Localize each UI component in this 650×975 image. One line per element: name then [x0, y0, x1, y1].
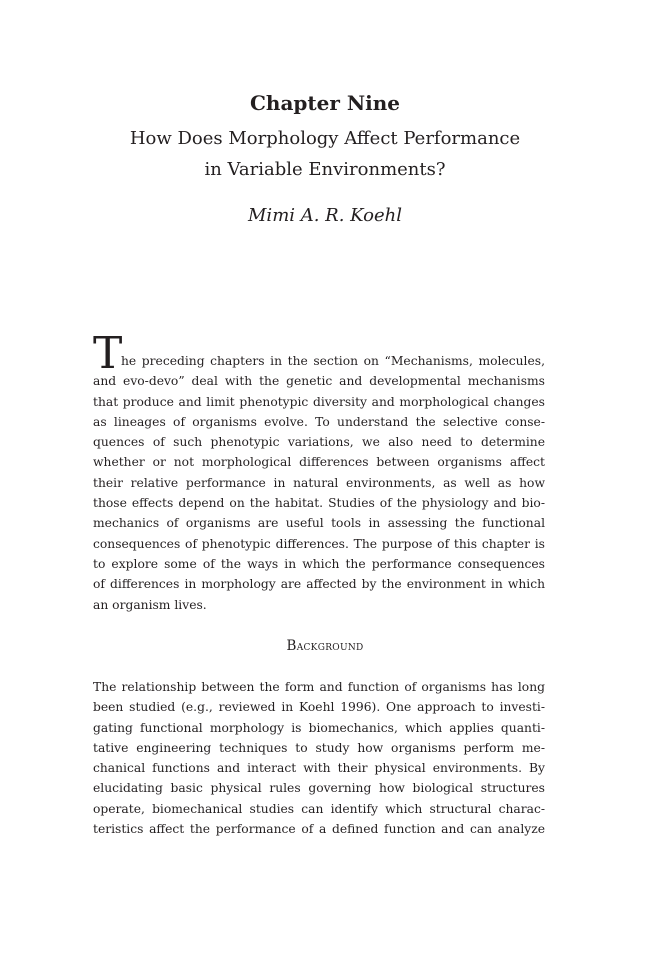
chapter-title — [0, 123, 650, 185]
intro-line: their relative performance in natural environments, as well as how — [93, 475, 545, 490]
intro-line: mechanics of organisms are useful tools in assessing the functional — [93, 516, 545, 531]
background-paragraph — [93, 677, 545, 839]
background-line: chanical functions and interact with their physical environments. By — [93, 761, 545, 776]
intro-paragraph — [93, 328, 545, 615]
chapter-title-line-1: How Does Morphology Affect Performance — [129, 128, 521, 149]
section-heading-background: Background — [286, 638, 364, 654]
intro-line: consequences of phenotypic differences. The purpose of this chapter is — [93, 536, 545, 551]
background-line: teristics affect the performance of a defined function and can analyze — [93, 822, 545, 837]
intro-line: that produce and limit phenotypic diversity and morphological changes — [93, 394, 545, 409]
intro-line: as lineages of organisms evolve. To understand the selective conse- — [93, 414, 545, 429]
chapter-title-line-2: in Variable Environments? — [204, 159, 446, 180]
intro-line: those effects depend on the habitat. Studies of the physiology and bio- — [93, 496, 545, 511]
intro-line: an organism lives. — [93, 597, 207, 612]
intro-line: whether or not morphological differences between organisms affect — [93, 455, 545, 470]
intro-line: to explore some of the ways in which the performance consequences — [93, 556, 545, 571]
intro-line: of differences in morphology are affected by the environment in which — [93, 577, 545, 592]
chapter-label: Chapter Nine — [249, 91, 400, 115]
background-line: gating functional morphology is biomechanics, which applies quanti- — [93, 720, 545, 735]
background-line: tative engineering techniques to study how organisms perform me- — [93, 740, 545, 755]
intro-line: quences of such phenotypic variations, we also need to determine — [93, 435, 545, 450]
drop-cap: T — [93, 328, 123, 379]
background-line: The relationship between the form and function of organisms has long — [93, 680, 545, 694]
intro-first-line — [93, 328, 545, 379]
background-line: operate, biomechanical studies can identify which structural charac- — [93, 801, 545, 816]
intro-line: and evo-devo” deal with the genetic and developmental mechanisms — [93, 374, 545, 389]
background-line: been studied (e.g., reviewed in Koehl 1996). One approach to investi- — [93, 700, 545, 715]
intro-first-line-text: he preceding chapters in the section on “Mechanisms, molecules, — [121, 354, 545, 368]
author-name: Mimi A. R. Koehl — [248, 205, 402, 226]
background-line: elucidating basic physical rules governing how biological structures — [93, 781, 545, 796]
